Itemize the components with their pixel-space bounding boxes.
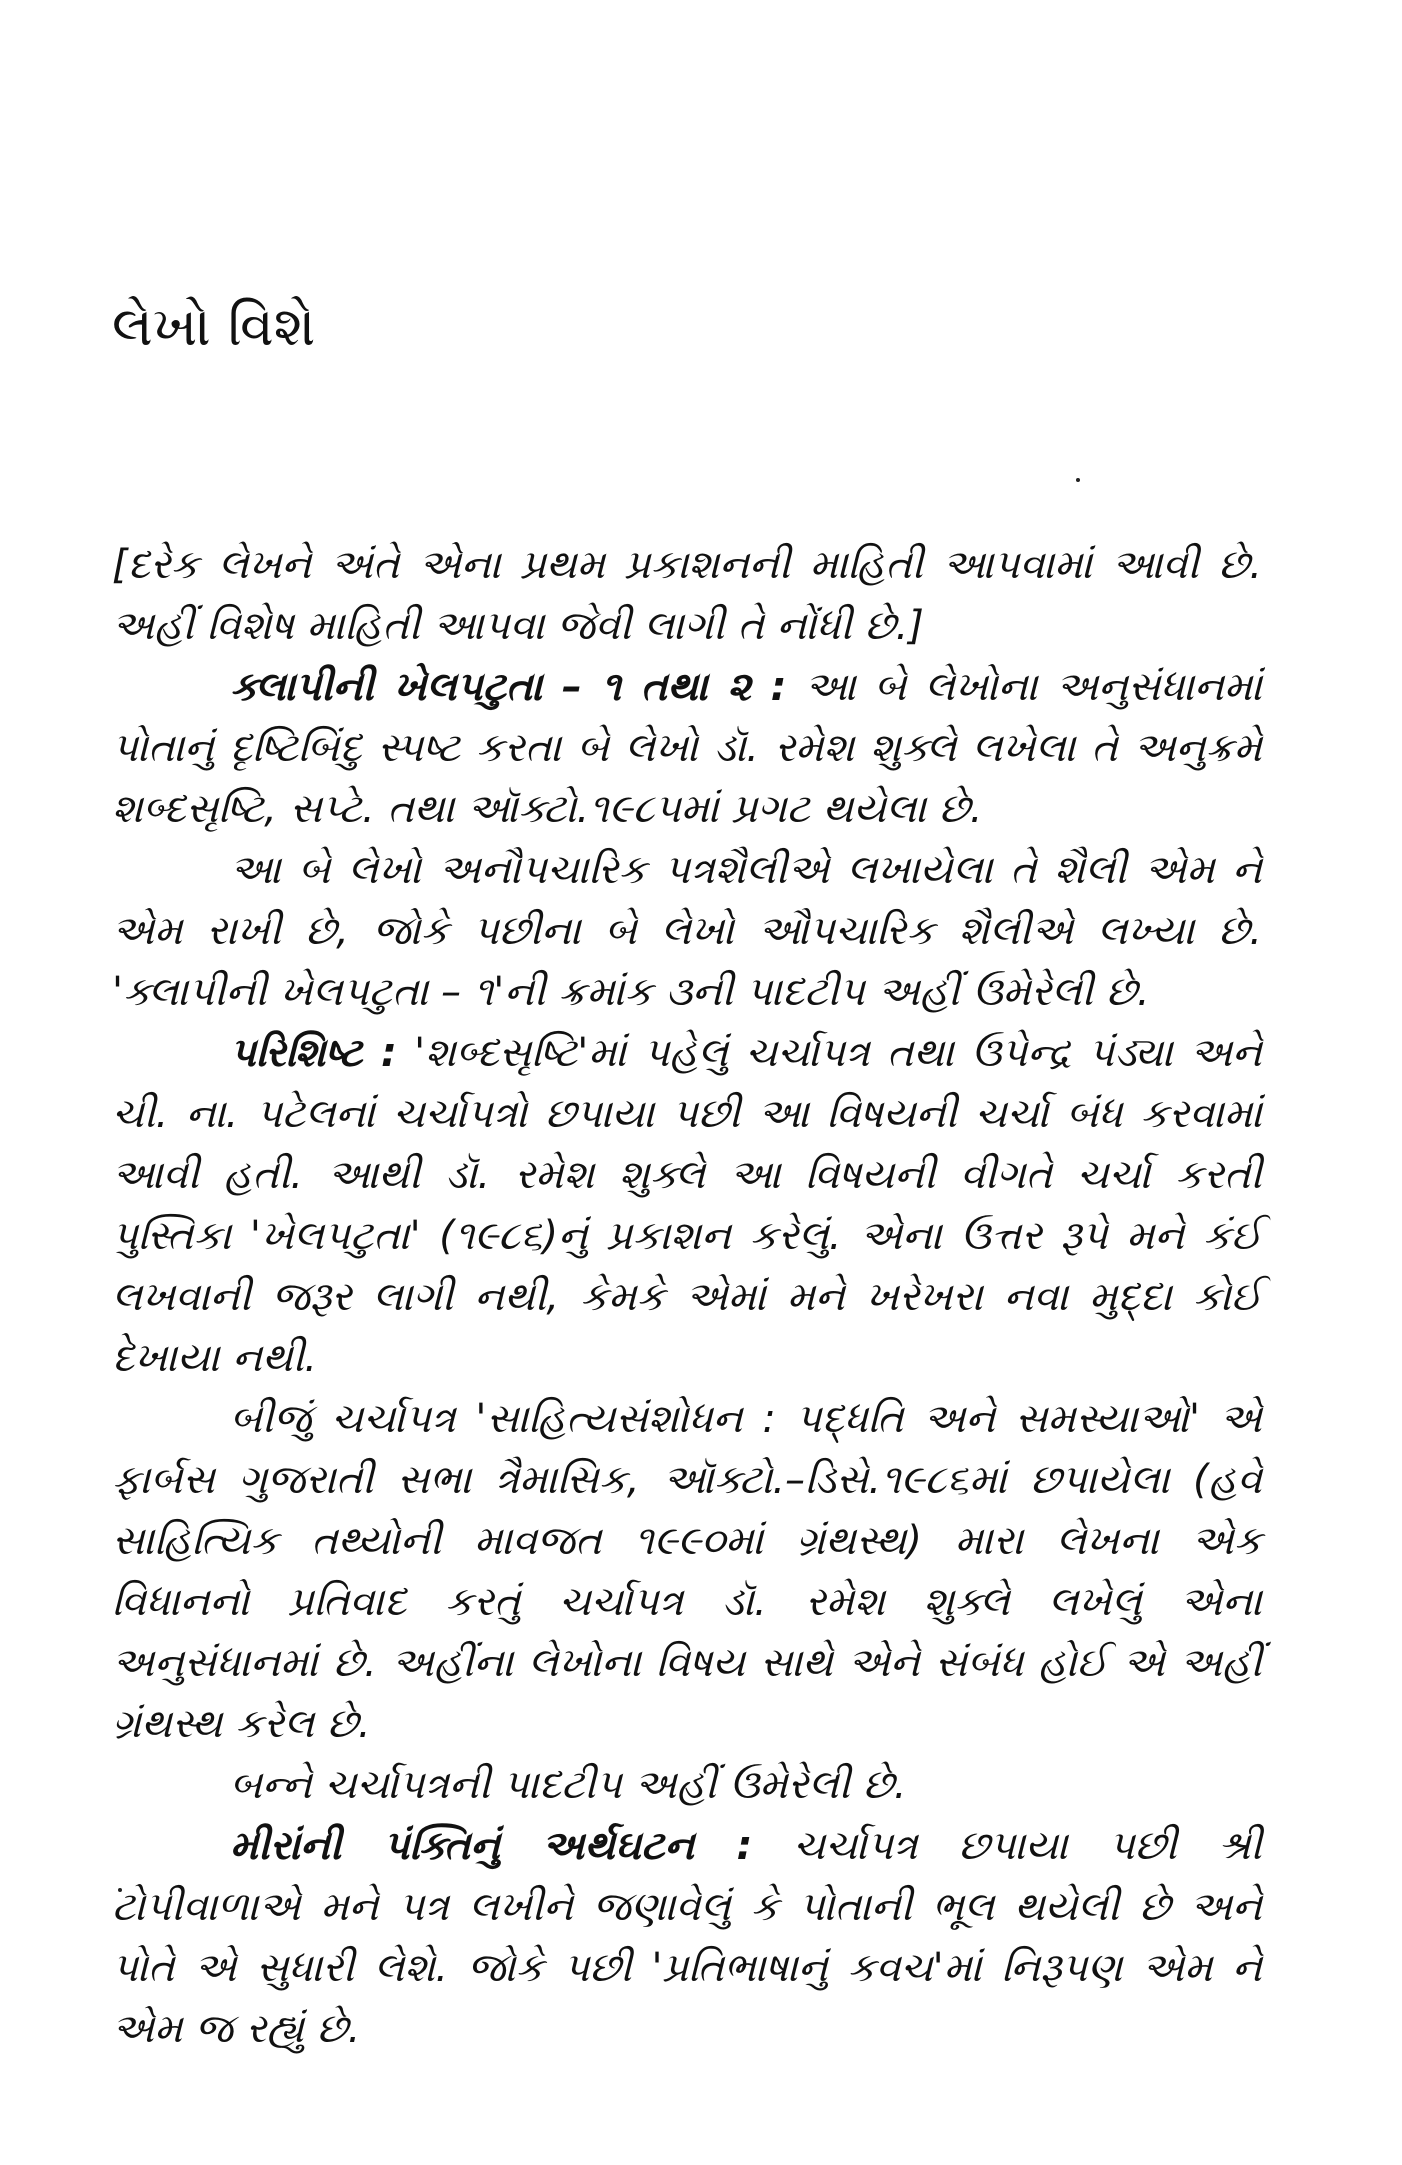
paragraph-text: આ બે લેખો અનૌપચારિક પત્રશૈલીએ લખાયેલા તે શૈલી એમ ને એમ રાખી છે, જોકે પછીના બે લેખો ઔપચારિક શૈલીએ લખ્યા છે. 'ક્લાપીની ખેલપટુતા – ૧'ની ક્રમાંક ૩ની પાદટીપ અહીં ઉમેરેલી છે. [112,847,1262,1015]
paragraph-style [112,840,1262,1023]
paragraph-lead: મીરાંની પંક્તિનું અર્થઘટન : [230,1823,753,1869]
page-title: લેખો વિશે [112,295,316,358]
paragraph-second-letter [112,1389,1262,1755]
paragraph-text: [દરેક લેખને અંતે એના પ્રથમ પ્રકાશનની માહિતી આપવામાં આવી છે. અહીં વિશેષ માહિતી આપવા જેવી લાગી તે નોંધી છે.] [112,542,1262,649]
paragraph-kalapi-1-2 [112,657,1262,840]
body-text [112,535,1262,2060]
paragraph-meera [112,1816,1262,2060]
paragraph-text: બીજું ચર્ચાપત્ર 'સાહિત્યસંશોધન : પદ્ધતિ અને સમસ્યાઓ' એ ફાર્બસ ગુજરાતી સભા ત્રૈમાસિક, ઑક્ટો.–ડિસે.૧૯૮૬માં છપાયેલા (હવે સાહિત્યિક તથ્યોની માવજત ૧૯૯૦માં ગ્રંથસ્થ) મારા લેખના એક વિધાનનો પ્રતિવાદ કરતું ચર્ચાપત્ર ડૉ. રમેશ શુક્લે લખેલું એના અનુસંધાનમાં છે. અહીંના લેખોના વિષય સાથે એને સંબંધ હોઈ એ અહીં ગ્રંથસ્થ કરેલ છે. [112,1396,1262,1747]
paragraph-text: 'શબ્દસૃષ્ટિ'માં પહેલું ચર્ચાપત્ર તથા ઉપેન્દ્ર પંડ્યા અને ચી. ના. પટેલનાં ચર્ચાપત્રો છપાયા પછી આ વિષયની ચર્ચા બંધ કરવામાં આવી હતી. આથી ડૉ. રમેશ શુક્લે આ વિષયની વીગતે ચર્ચા કરતી પુસ્તિકા 'ખેલપટુતા' (૧૯૮૬)નું પ્રકાશન કરેલું. એના ઉત્તર રૂપે મને કંઈ લખવાની જરૂર લાગી નથી, કેમકે એમાં મને ખરેખરા નવા મુદ્દા કોઈ દેખાયા નથી. [112,1030,1262,1381]
paragraph-text: બન્ને ચર્ચાપત્રની પાદટીપ અહીં ઉમેરેલી છે. [230,1762,907,1808]
paragraph-lead: ક્લાપીની ખેલપટુતા – ૧ તથા ૨ : [230,664,787,710]
paragraph-note [112,535,1262,657]
paragraph-text: આ બે લેખોના અનુસંધાનમાં પોતાનું દૃષ્ટિબિંદુ સ્પષ્ટ કરતા બે લેખો ડૉ. રમેશ શુક્લે લખેલા તે અનુક્રમે શબ્દસૃષ્ટિ, સપ્ટે. તથા ઑક્ટો.૧૯૮૫માં પ્રગટ થયેલા છે. [112,664,1262,832]
paragraph-appendix [112,1023,1262,1389]
paragraph-lead: પરિશિષ્ટ : [230,1030,397,1076]
paragraph-text: ચર્ચાપત્ર છપાયા પછી શ્રી ટોપીવાળાએ મને પત્ર લખીને જણાવેલું કે પોતાની ભૂલ થયેલી છે અને પોતે એ સુધારી લેશે. જોકે પછી 'પ્રતિભાષાનું કવચ'માં નિરૂપણ એમ ને એમ જ રહ્યું છે. [112,1823,1262,2052]
paragraph-footnotes [112,1755,1262,1816]
stray-mark [1076,478,1080,482]
